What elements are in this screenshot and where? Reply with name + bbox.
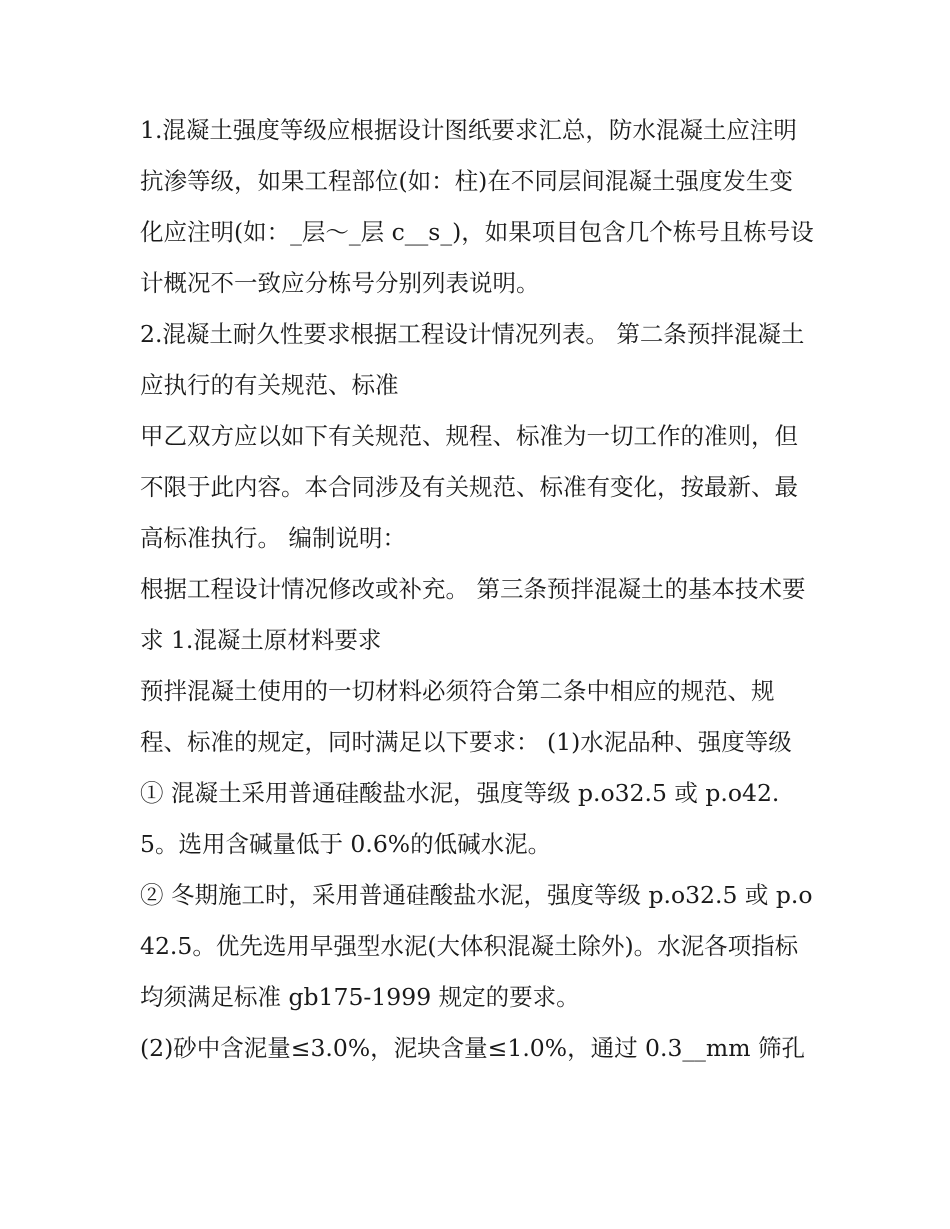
paragraph-6: ① 混凝土采用普通硅酸盐水泥，强度等级 p.o32.5 或 p.o42.5。选用含碱量低于 0.6%的低碱水泥。 [140, 779, 780, 858]
paragraph-7: ② 冬期施工时，采用普通硅酸盐水泥，强度等级 p.o32.5 或 p.o42.5。优先选用早强型水泥(大体积混凝土除外)。水泥各项指标均须满足标准 gb175-1999 规定的要求。 [140, 881, 813, 1011]
paragraph-2: 2.混凝土耐久性要求根据工程设计情况列表。 第二条预拌混凝土应执行的有关规范、标准 [140, 320, 805, 399]
paragraph-8: (2)砂中含泥量≤3.0%，泥块含量≤1.0%，通过 0.3__mm 筛孔 [140, 1034, 805, 1062]
paragraph-4: 根据工程设计情况修改或补充。 第三条预拌混凝土的基本技术要求 1.混凝土原材料要求 [140, 575, 806, 654]
document-body [140, 105, 815, 1074]
paragraph-1: 1.混凝土强度等级应根据设计图纸要求汇总，防水混凝土应注明抗渗等级，如果工程部位(如：柱)在不同层间混凝土强度发生变化应注明(如：_层～_层 c__s_)，如果项目包含几个栋号且栋号设计概况不一致应分栋号分别列表说明。 [140, 116, 814, 297]
paragraph-5: 预拌混凝土使用的一切材料必须符合第二条中相应的规范、规程、标准的规定，同时满足以下要求： (1)水泥品种、强度等级 [140, 677, 792, 756]
paragraph-3: 甲乙双方应以如下有关规范、规程、标准为一切工作的准则，但不限于此内容。本合同涉及有关规范、标准有变化，按最新、最高标准执行。 编制说明： [140, 422, 798, 552]
